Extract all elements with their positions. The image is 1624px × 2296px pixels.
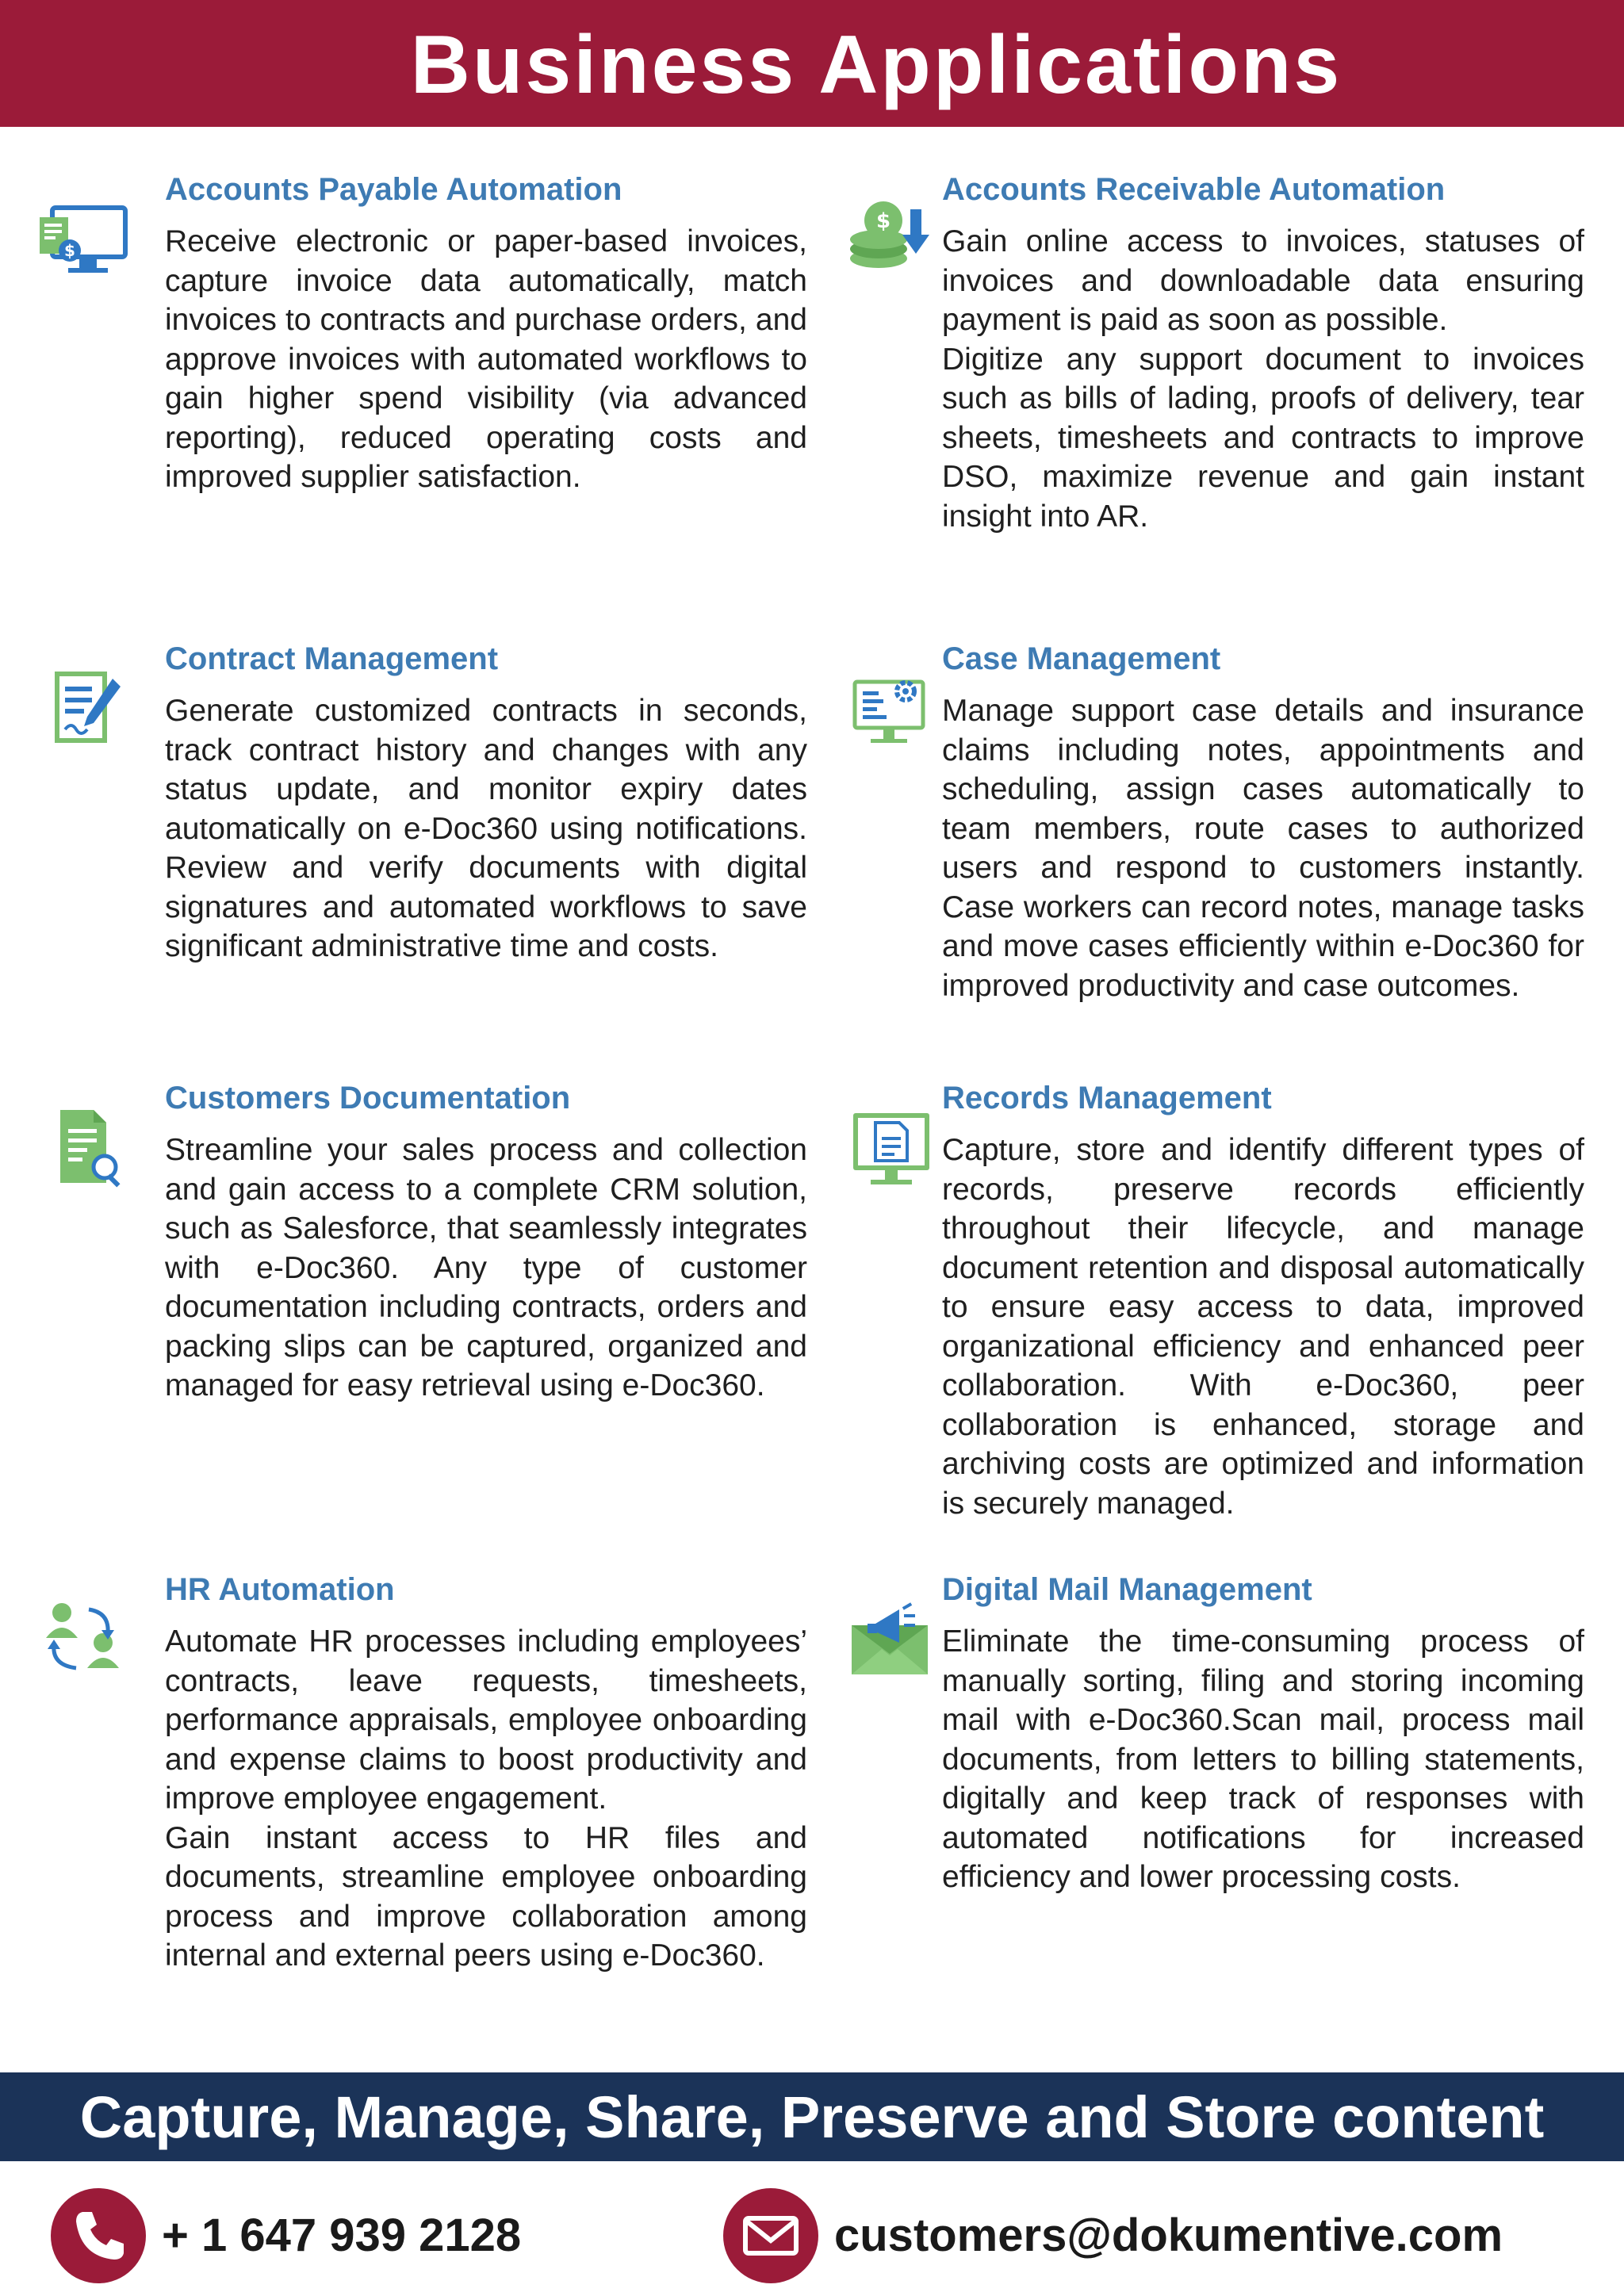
section-body: Capture, store and identify different types of records, preserve records efficiently throughout their lifecycle, and manage document retention and disposal automatically to ensure easy access to data, improved organizational efficiency and enhanced peer collaboration. With e-Doc360, peer collaboration is enhanced, storage and archiving costs are optimized and information is securely managed. — [942, 1133, 1584, 1521]
section-title: Customers Documentation — [165, 1081, 571, 1115]
page-title: Business Applications — [410, 19, 1342, 111]
monitor-gear-icon — [839, 655, 942, 758]
section-body: Receive electronic or paper-based invoices, capture invoice data automatically, match invoices to contracts and purchase orders, and approve invoices with automated workflows to gain higher spend visibility (via advanced reporting), reduced operating costs and improved supplier satisfaction. — [165, 224, 807, 494]
section-body: Manage support case details and insurance claims including notes, appointments and scheduling, assign cases automatically to team members, route cases to authorized users and respond to customers instantly. Case workers can record notes, manage tasks and move cases efficiently within e-Doc360 for improved productivity and case outcomes. — [942, 694, 1584, 1003]
contract-pen-icon — [30, 655, 133, 758]
section-body: Eliminate the time-consuming process of manually sorting, filing and storing incoming mail with e-Doc360.Scan mail, process mail documents, from letters to billing statements, digitally and keep track of responses with automated notifications for increased efficiency and lower processing costs. — [942, 1624, 1584, 1894]
section-title: HR Automation — [165, 1572, 395, 1607]
svg-text:$: $ — [875, 209, 891, 233]
people-exchange-icon — [30, 1586, 133, 1689]
section-body: Streamline your sales process and collection and gain access to a complete CRM solution, such as Salesforce, that seamlessly integrates with e-Doc360. Any type of customer documentation including contracts, orders and packing slips can be captured, organized and managed for easy retrieval using e-Doc360. — [165, 1133, 807, 1402]
section-title: Digital Mail Management — [942, 1572, 1312, 1607]
envelope-icon — [723, 2188, 818, 2283]
section-title: Records Management — [942, 1081, 1272, 1115]
header-banner — [0, 0, 1624, 127]
monitor-document-icon — [839, 1094, 942, 1197]
tagline: Capture, Manage, Share, Preserve and Store content — [79, 2084, 1545, 2150]
section-title: Case Management — [942, 641, 1221, 676]
section-title: Accounts Receivable Automation — [942, 172, 1446, 207]
phone-number: + 1 647 939 2128 — [162, 2210, 522, 2261]
tagline-banner — [0, 2072, 1624, 2161]
section-title: Accounts Payable Automation — [165, 172, 622, 207]
email-address: customers@dokumentive.com — [834, 2210, 1503, 2261]
envelope-megaphone-icon — [839, 1586, 942, 1689]
section-body: Automate HR processes including employees’ contracts, leave requests, timesheets, performance appraisals, employee onboarding and expense claims to boost productivity and improve employee engagement. Gain instant access to HR files and documents, streamline employee onboarding process and improve collaboration among internal and external peers using e-Doc360. — [165, 1624, 807, 1973]
monitor-invoice-icon — [30, 186, 133, 289]
phone-icon — [51, 2188, 146, 2283]
svg-text:$: $ — [64, 241, 75, 260]
coins-download-icon — [839, 186, 942, 289]
section-body: Generate customized contracts in seconds, track contract history and changes with any status update, and monitor expiry dates automatically on e-Doc360 using notifications. Review and verify documents with digital signatures and automated workflows to save significant administrative time and costs. — [165, 694, 807, 963]
section-title: Contract Management — [165, 641, 499, 676]
section-body: Gain online access to invoices, statuses of invoices and downloadable data ensuring payment is paid as soon as possible. Digitize any support document to invoices such as bills of lading, proofs of delivery, tear sheets, timesheets and contracts to improve DSO, maximize revenue and gain instant insight into AR. — [942, 224, 1584, 534]
document-search-icon — [30, 1094, 133, 1197]
